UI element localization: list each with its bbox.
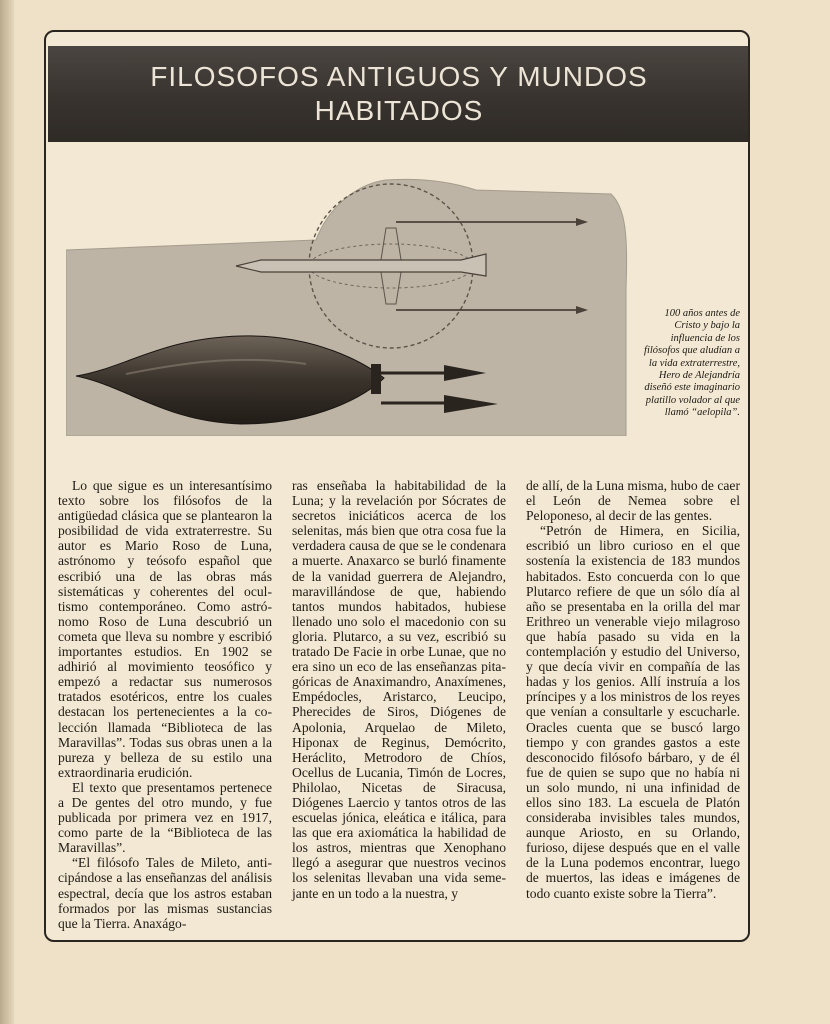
text-column-2 (292, 478, 506, 901)
paragraph: de allí, de la Luna misma, hubo de caer el León de Nemea sobre el Peloponeso, al decir de las gentes. (526, 478, 740, 524)
page-binding-edge (0, 0, 14, 1024)
aelopila-illustration (66, 168, 628, 436)
paragraph: “El filósofo Tales de Mileto, anticipándose a las enseñanzas del análisis espectral, decía que los astros estaban formados por las mismas sustancias que la Tierra. Anaxágo- (58, 855, 272, 931)
text-column-1 (58, 478, 272, 931)
paragraph: ras enseñaba la habitabilidad de la Luna; y la revelación por Sócrates de secretos iniciáticos acerca de los selenitas, más bien que otra cosa fue la verdadera causa de que se le condenara a muerte. Anaxarco se burló finamente de la vanidad guerrera de Alejandro, maravillándose de que, habiendo tantos mundos habitados, hubiese llenado uno solo el macedonio con su gloria. Plutarco, a su vez, escribió su tratado De Facie in orbe Lunae, que no era sino un eco de las enseñanzas pitagóricas de Anaximandro, Anaxímenes, Empédocles, Aristarco, Leucipo, Pherecides de Siros, Diógenes de Apolonia, Arquelao de Mileto, Hiponax de Reginus, Demócrito, Heráclito, Metrodoro de Chíos, Ocellus de Lucania, Timón de Locres, Philolao, Nicetas de Siracusa, Diógenes Laercio y tantos otros de las escuelas jónica, eleática e itálica, para las que era axiomática la habilidad de los astros, mientras que Xenophano llegó a asegurar que nuestros vecinos los selenitas llevaban una vida semejante en un todo a la nuestra, y (292, 478, 506, 901)
paragraph: “Petrón de Himera, en Sicilia, escribió un libro curioso en el que sostenía la existencia de 183 mundos habitados. Esto concuerda con lo que Plutarco refiere de que un sólo día al año se presentaba en la orilla del mar Erithreo un venerable viejo milagroso que había pasado su vida en la contemplación y estudio del Universo, y que decía vivir en compañía de las hadas y los genios. Allí instruía a los príncipes y a los ministros de los reyes que venían a consultarle y escucharle. Oracles cuenta que se buscó largo tiempo y con grandes gastos a este desconocido filósofo bárbaro, y de él fue de quien se supo que no había ni un solo mundo, ni una infinidad de ellos sino 183. La escuela de Platón consideraba invisibles tales mundos, aunque Ariosto, en su Orlando, furioso, dijese después que en el valle de la Luna podemos encontrar, luego de muertos, las ideas e imágenes de todo cuanto existe sobre la Tierra”. (526, 523, 740, 901)
paragraph: Lo que sigue es un interesantísimo texto sobre los filósofos de la antigüedad clásica que se plantearon la posibilidad de vida extraterrestre. Su autor es Mario Roso de Luna, astrónomo y teósofo español que escribió una de las obras más sistemáticas y coherentes del ocultismo contemporáneo. Como astrónomo Roso de Luna descubrió un cometa que lleva su nombre y escribió importantes estudios. En 1902 se adhirió al movimiento teosófico y empezó a redactar sus numerosos tratados esotéricos, entre los cuales destacan los pertenecientes a la colección llamada “Biblioteca de las Maravillas”. Todas sus obras unen a la pureza y belleza de su estilo una extraordinaria erudición. (58, 478, 272, 780)
article-title: FILOSOFOS ANTIGUOS Y MUNDOS HABITADOS (150, 61, 648, 126)
title-banner (48, 46, 750, 142)
figure-caption: 100 años antes de Cristo y bajo la influencia de los filósofos que aludían a la vida extraterrestre, Hero de Alejandría diseñó este imaginario platillo volador al que llamó “aelopila”. (644, 308, 740, 419)
text-column-3 (526, 478, 740, 901)
paragraph: El texto que presentamos pertenece a De gentes del otro mundo, y fue publicada por primera vez en 1917, como parte de la “Biblioteca de las Maravillas”. (58, 779, 272, 856)
article-frame (44, 30, 750, 942)
aelopila-engraving (66, 168, 628, 436)
